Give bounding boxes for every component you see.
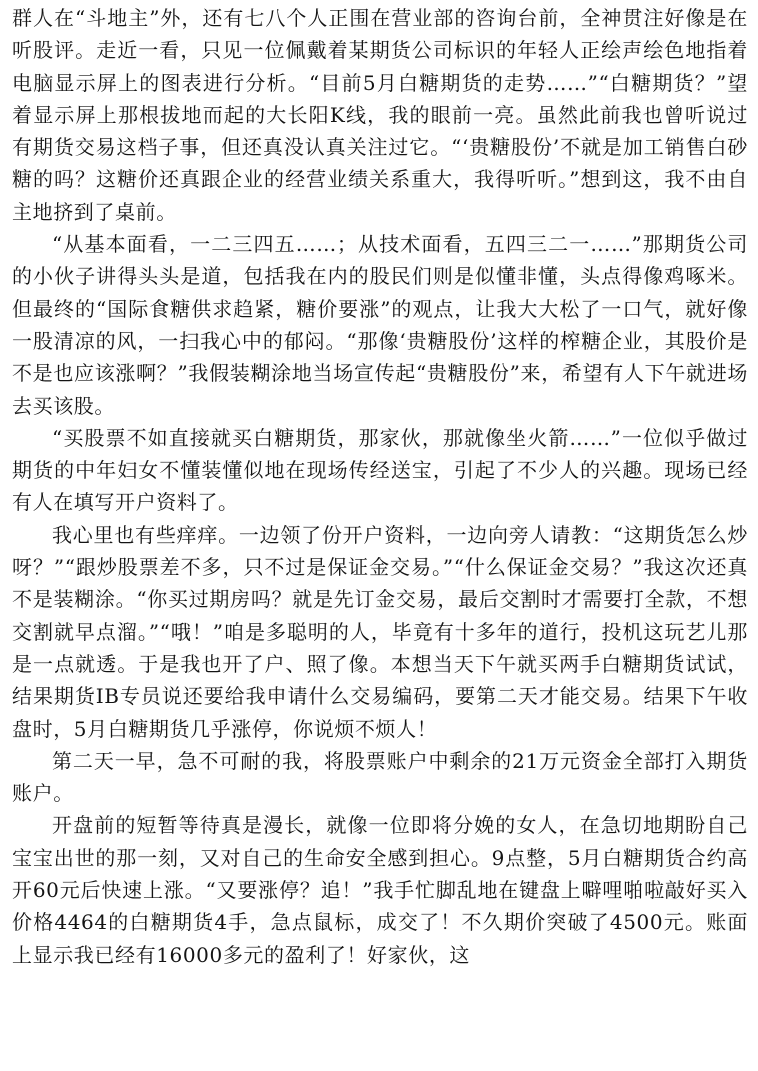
paragraph-3: “买股票不如直接就买白糖期货，那家伙，那就像坐火箭……”一位似乎做过期货的中年妇女不懂装懂似地在现场传经送宝，引起了不少人的兴趣。现场已经有人在填写开户资料了。 bbox=[12, 425, 748, 515]
paragraph-2: “从基本面看，一二三四五……；从技术面看，五四三二一……”那期货公司的小伙子讲得头头是道，包括我在内的股民们则是似懂非懂，头点得像鸡啄米。但最终的“国际食糖供求趋紧，糖价要涨”的观点，让我大大松了一口气，就好像一股清凉的风，一扫我心中的郁闷。“那像‘贵糖股份’这样的榨糖企业，其股价是不是也应该涨啊？”我假装糊涂地当场宣传起“贵糖股份”来，希望有人下午就进场去买该股。 bbox=[12, 232, 748, 418]
paragraph-4: 我心里也有些痒痒。一边领了份开户资料，一边向旁人请教：“这期货怎么炒呀？”“跟炒股票差不多，只不过是保证金交易。”“什么保证金交易？”我这次还真不是装糊涂。“你买过期房吗？就是先订金交易，最后交割时才需要打全款，不想交割就早点溜。”“哦！”咱是多聪明的人，毕竟有十多年的道行，投机这玩艺儿那是一点就透。于是我也开了户、照了像。本想当天下午就买两手白糖期货试试，结果期货IB专员说还要给我申请什么交易编码，要第二天才能交易。结果下午收盘时，5月白糖期货几乎涨停，你说烦不烦人！ bbox=[12, 522, 748, 741]
paragraph-5: 第二天一早，急不可耐的我，将股票账户中剩余的21万元资金全部打入期货账户。 bbox=[12, 748, 748, 806]
paragraph-1: 群人在“斗地主”外，还有七八个人正围在营业部的咨询台前，全神贯注好像是在听股评。走近一看，只见一位佩戴着某期货公司标识的年轻人正绘声绘色地指着电脑显示屏上的图表进行分析。“目前5月白糖期货的走势……”“白糖期货？”望着显示屏上那根拔地而起的大长阳K线，我的眼前一亮。虽然此前我也曾听说过有期货交易这档子事，但还真没认真关注过它。“‘贵糖股份’不就是加工销售白砂糖的吗？这糖价还真跟企业的经营业绩关系重大，我得听听。”想到这，我不由自主地挤到了桌前。 bbox=[12, 6, 748, 224]
paragraph-6: 开盘前的短暂等待真是漫长，就像一位即将分娩的女人，在急切地期盼自己宝宝出世的那一刻，又对自己的生命安全感到担心。9点整，5月白糖期货合约高开60元后快速上涨。“又要涨停？追！”我手忙脚乱地在键盘上噼哩啪啦敲好买入价格4464的白糖期货4手，急点鼠标，成交了！不久期价突破了4500元。账面上显示我已经有16000多元的盈利了！好家伙，这 bbox=[12, 813, 748, 967]
